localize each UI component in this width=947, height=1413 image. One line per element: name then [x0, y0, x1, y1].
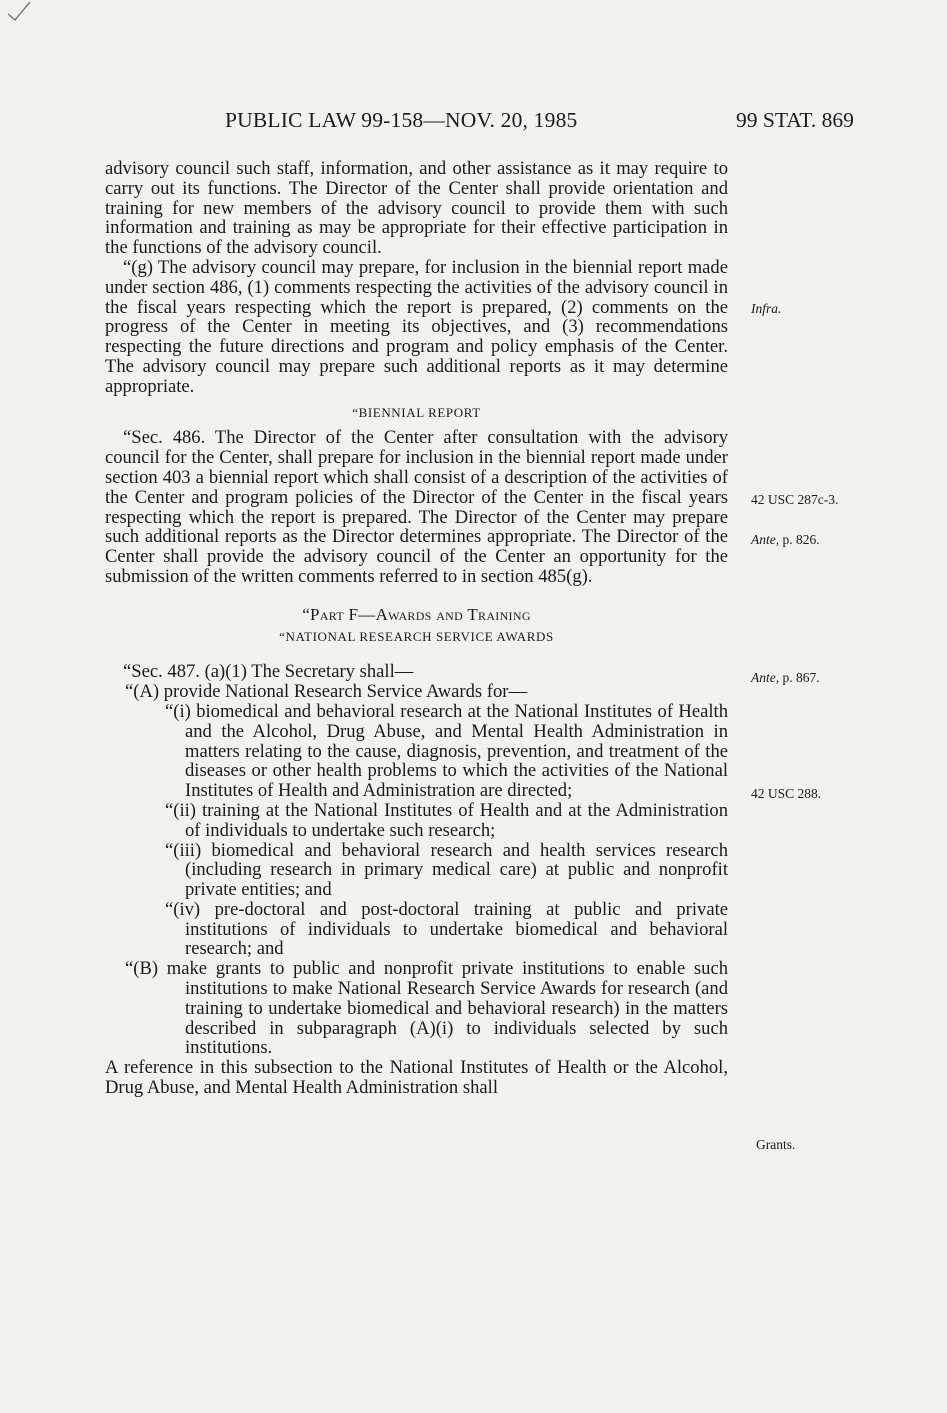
section-487: “Sec. 487. (a)(1) The Secretary shall—	[123, 661, 414, 683]
paragraph-g: “(g) The advisory council may prepare, for inclusion in the biennial report made under section 486, (1) comments respecting the activities of the advisory council in the fiscal years respecting which the report is prepared, (2) comments on the progress of the Center in meeting its objectives, and (3) recommendations respecting the future directions and program and policy emphasis of the Center. The advisory council may prepare such additional reports as it may determine appropriate.	[105, 256, 728, 397]
margin-note-ante-867: Ante, p. 867.	[751, 670, 820, 685]
statute-text	[105, 159, 728, 1098]
margin-note-ante-826: Ante, p. 826.	[751, 532, 820, 547]
margin-note-usc-287: 42 USC 287c-3.	[751, 492, 839, 507]
section-heading-nrsa: “NATIONAL RESEARCH SERVICE AWARDS	[279, 628, 554, 644]
page-number-header: 99 STAT. 869	[736, 108, 854, 132]
clause-iii: “(iii) biomedical and behavioral research and health services research (including research in primary medical care) at public and nonprofit private entities; and	[165, 839, 728, 901]
margin-note-grants: Grants.	[756, 1137, 796, 1152]
section-heading-biennial: “BIENNIAL REPORT	[352, 404, 481, 420]
part-heading: “Part F—Awards and Training	[302, 604, 531, 624]
clause-ii: “(ii) training at the National Institutes of Health and at the Administration of individuals to undertake such research;	[165, 799, 728, 841]
clause-iv: “(iv) pre-doctoral and post-doctoral training at public and private institutions of individuals to undertake biomedical and behavioral research; and	[165, 898, 728, 960]
subparagraph-b: “(B) make grants to public and nonprofit private institutions to enable such institutions to make National Research Service Awards for research (and training to undertake biomedical and behavioral research) in the matters described in subparagraph (A)(i) to individuals selected by such institutions.	[125, 958, 728, 1059]
section-486: “Sec. 486. The Director of the Center after consultation with the advisory council for the Center, shall prepare for inclusion in the biennial report made under section 403 a biennial report which shall consist of a description of the activities of the Center and program policies of the Director of the Center in the fiscal years respecting which the report is prepared. The Director of the Center may prepare such additional reports as the Director determines appropriate. The Director of the Center shall provide the advisory council of the Center an opportunity for the submission of the written comments referred to in section 485(g).	[105, 427, 728, 587]
pen-check-mark	[6, 0, 46, 24]
clause-i: “(i) biomedical and behavioral research at the National Institutes of Health and the Alcohol, Drug Abuse, and Mental Health Administration in matters relating to the cause, diagnosis, prevention, and treatment of the diseases or other health problems to which the activities of the National Institutes of Health and Administration are directed;	[165, 700, 728, 802]
margin-note-infra: Infra.	[751, 301, 782, 316]
paragraph: advisory council such staff, information, and other assistance as it may require to carry out its functions. The Director of the Center shall provide orientation and training for new members of the advisory council to provide them with such information and training as may be appropriate for their effective participation in the functions of the advisory council.	[105, 158, 728, 259]
margin-note-usc-288: 42 USC 288.	[751, 786, 822, 801]
running-header: PUBLIC LAW 99-158—NOV. 20, 1985	[225, 108, 578, 132]
subparagraph-a: “(A) provide National Research Service Awards for—	[125, 681, 528, 703]
closing-paragraph: A reference in this subsection to the National Institutes of Health or the Alcohol, Drug Abuse, and Mental Health Administration shall	[105, 1057, 728, 1099]
